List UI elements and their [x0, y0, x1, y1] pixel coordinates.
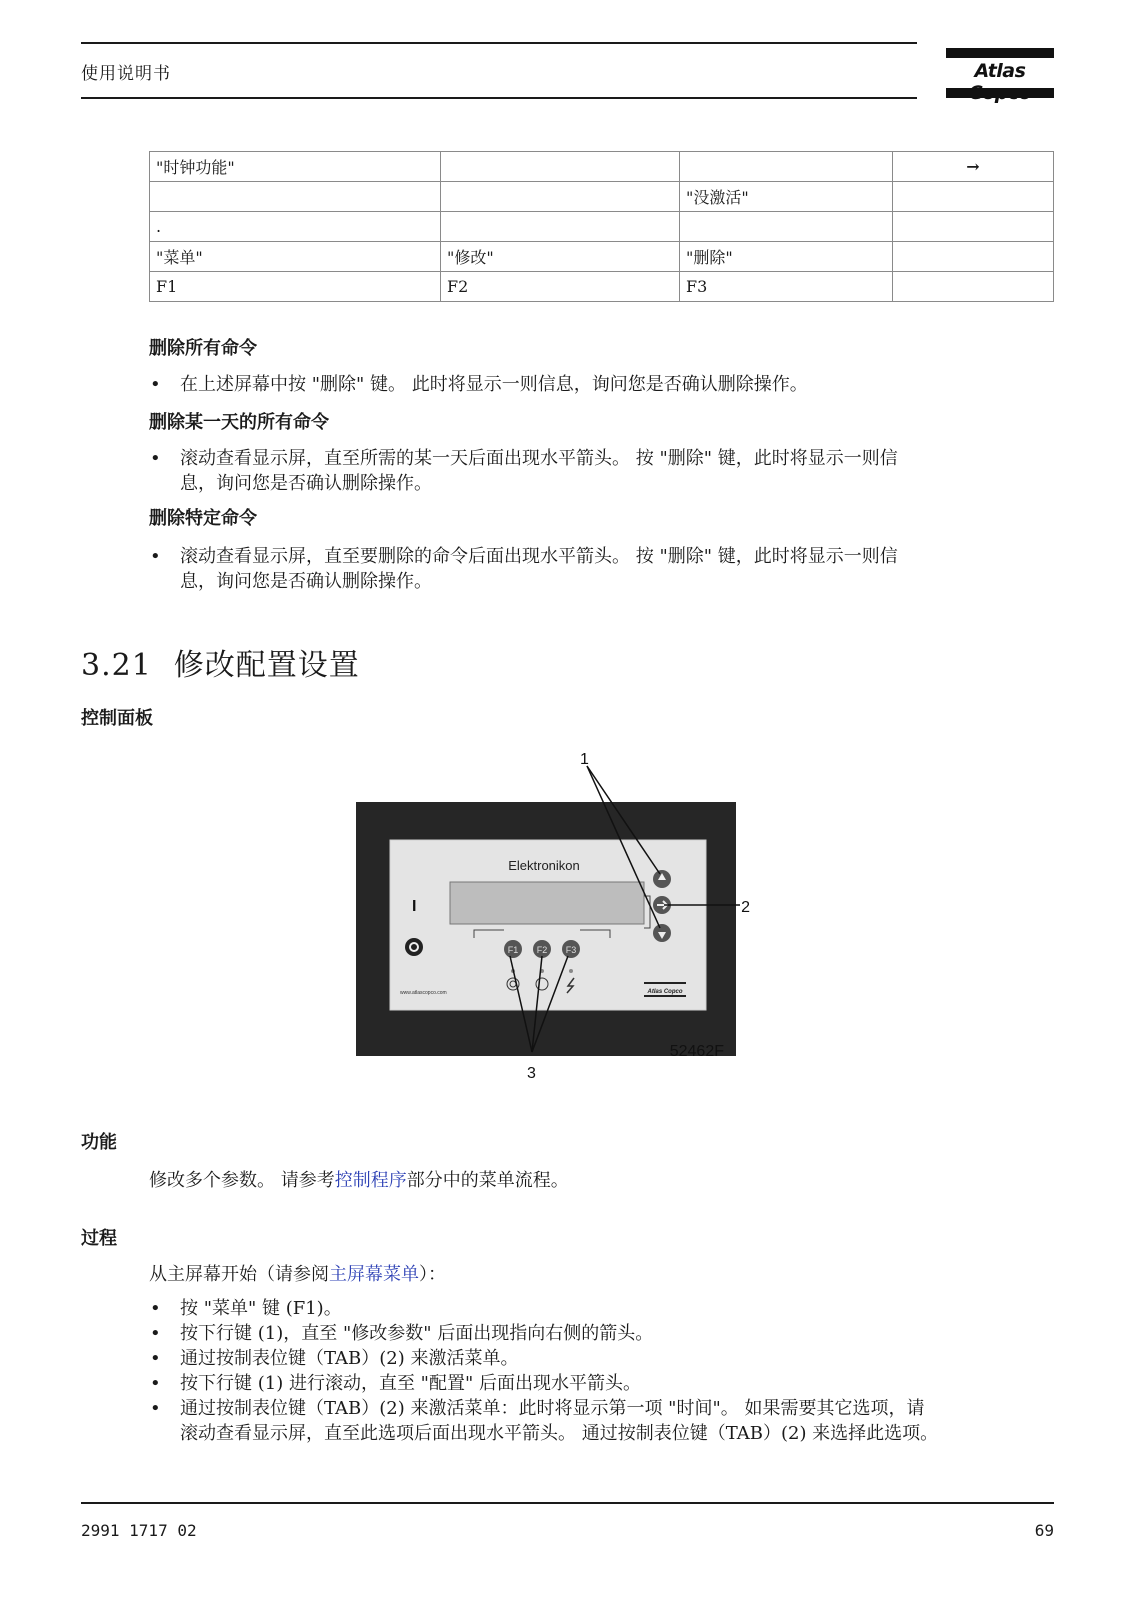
- table-cell: [680, 152, 893, 182]
- table-cell: [893, 182, 1054, 212]
- heading-delete-day: 删除某一天的所有命令: [149, 412, 329, 433]
- footer-rule: [81, 1502, 1054, 1504]
- page-number: 69: [1034, 1521, 1054, 1540]
- table-cell: "修改": [441, 242, 680, 272]
- svg-text:F3: F3: [565, 945, 577, 955]
- svg-text:Atlas Copco: Atlas Copco: [647, 989, 683, 995]
- brand-label: Elektronikon: [508, 858, 580, 873]
- svg-text:www.atlascopco.com: www.atlascopco.com: [400, 990, 447, 996]
- table-cell: F1: [150, 272, 441, 302]
- table-cell: [893, 212, 1054, 242]
- section-title: 3.21 修改配置设置: [81, 648, 360, 683]
- doc-number: 2991 1717 02: [81, 1521, 197, 1540]
- link-main-screen-menu[interactable]: 主屏幕菜单: [329, 1264, 419, 1285]
- header-title: 使用说明书: [81, 64, 171, 84]
- heading-delete-all: 删除所有命令: [149, 338, 257, 359]
- heading-control-panel: 控制面板: [81, 708, 153, 729]
- table-row: [150, 272, 1054, 302]
- table-row: [150, 152, 1054, 182]
- callout-1: 1: [580, 752, 589, 768]
- function-text: 修改多个参数。 请参考控制程序部分中的菜单流程。: [149, 1170, 569, 1191]
- list-item: • 滚动查看显示屏，直至要删除的命令后面出现水平箭头。 按 "删除" 键，此时将显示一则信 息，询问您是否确认删除操作。: [150, 546, 898, 592]
- header-rule-bottom: [81, 97, 917, 99]
- table-cell: "没激活": [680, 182, 893, 212]
- table-cell: [680, 212, 893, 242]
- table-cell: "时钟功能": [150, 152, 441, 182]
- table-cell: [441, 212, 680, 242]
- table-cell: F3: [680, 272, 893, 302]
- table-cell: "删除": [680, 242, 893, 272]
- table-cell: .: [150, 212, 441, 242]
- command-table: [149, 151, 1054, 302]
- stop-button-icon: [405, 938, 423, 956]
- table-cell: [441, 182, 680, 212]
- callout-3: 3: [527, 1065, 536, 1082]
- display-screen: [450, 882, 644, 924]
- atlas-copco-logo: Atlas: [946, 48, 1054, 100]
- link-control-program[interactable]: 控制程序: [334, 1170, 407, 1191]
- control-panel-figure: [354, 752, 754, 1104]
- header-rule-top: [81, 42, 917, 44]
- heading-function: 功能: [81, 1132, 117, 1153]
- table-cell: [893, 242, 1054, 272]
- heading-delete-specific: 删除特定命令: [149, 508, 257, 529]
- table-row: [150, 212, 1054, 242]
- table-cell: [893, 272, 1054, 302]
- table-cell: [441, 152, 680, 182]
- table-cell: [150, 182, 441, 212]
- figure-id: 52462F: [669, 1043, 724, 1060]
- list-item: • 滚动查看显示屏，直至所需的某一天后面出现水平箭头。 按 "删除" 键，此时将显示一则信 息，询问您是否确认删除操作。: [150, 448, 898, 494]
- table-row: [150, 242, 1054, 272]
- callout-2: 2: [741, 899, 750, 916]
- function-keys: [504, 940, 580, 958]
- table-cell: "菜单": [150, 242, 441, 272]
- list-item: • 通过按制表位键（TAB）(2) 来激活菜单：此时将显示第一项 "时间"。 如果需要其它选项，请 滚动查看显示屏，直至此选项后面出现水平箭头。 通过按制表位键（TAB）(2) 来选择此选项。: [150, 1398, 939, 1444]
- svg-text:F1: F1: [507, 945, 519, 955]
- svg-text:F2: F2: [536, 945, 548, 955]
- table-cell: F2: [441, 272, 680, 302]
- procedure-intro: 从主屏幕开始（请参阅主屏幕菜单）：: [149, 1264, 446, 1285]
- heading-procedure: 过程: [81, 1228, 117, 1249]
- start-icon: I: [412, 898, 417, 915]
- table-row: [150, 182, 1054, 212]
- right-arrow-icon: →: [893, 152, 1054, 182]
